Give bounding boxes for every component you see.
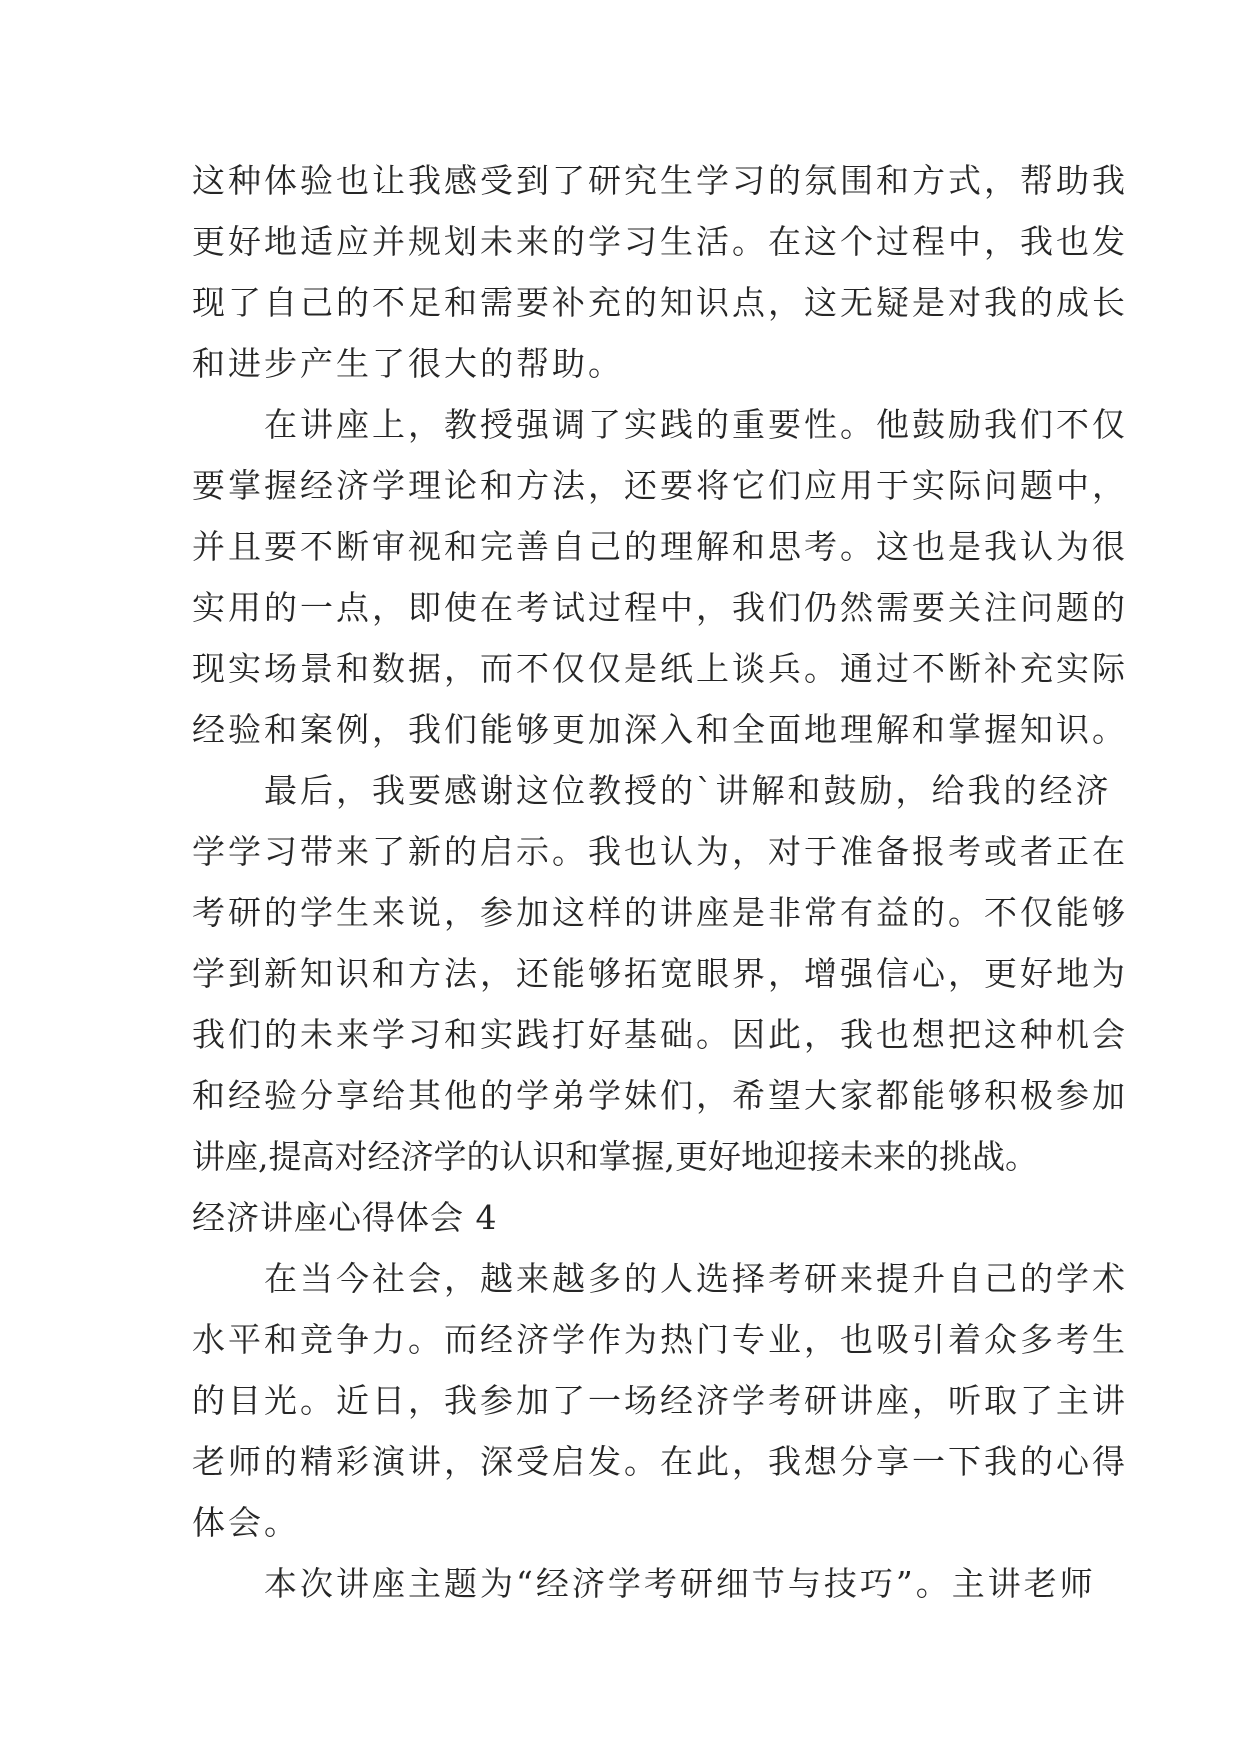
text-line: 更好地适应并规划未来的学习生活。在这个过程中，我也发 (192, 222, 1128, 261)
text-line: 这种体验也让我感受到了研究生学习的氛围和方式，帮助我 (192, 161, 1128, 200)
section-heading: 经济讲座心得体会 4 (192, 1198, 498, 1237)
text-line: 要掌握经济学理论和方法，还要将它们应用于实际问题中， (192, 466, 1128, 505)
text-line: 讲座,提高对经济学的认识和掌握,更好地迎接未来的挑战。 (192, 1137, 1038, 1176)
text-line: 考研的学生来说，参加这样的讲座是非常有益的。不仅能够 (192, 893, 1128, 932)
text-line: 体会。 (192, 1503, 300, 1542)
text-line: 现了自己的不足和需要补充的知识点，这无疑是对我的成长 (192, 283, 1128, 322)
text-line: 学学习带来了新的启示。我也认为，对于准备报考或者正在 (192, 832, 1128, 871)
text-line: 和经验分享给其他的学弟学妹们，希望大家都能够积极参加 (192, 1076, 1128, 1115)
text-line: 的目光。近日，我参加了一场经济学考研讲座，听取了主讲 (192, 1381, 1128, 1420)
text-line: 老师的精彩演讲，深受启发。在此，我想分享一下我的心得 (192, 1442, 1128, 1481)
text-line: 学到新知识和方法，还能够拓宽眼界，增强信心，更好地为 (192, 954, 1128, 993)
paragraph-start-line: 最后，我要感谢这位教授的`讲解和鼓励，给我的经济 (192, 771, 1112, 810)
document-body (192, 150, 1128, 1614)
text-line: 我们的未来学习和实践打好基础。因此，我也想把这种机会 (192, 1015, 1128, 1054)
text-line: 现实场景和数据，而不仅仅是纸上谈兵。通过不断补充实际 (192, 649, 1128, 688)
text-line: 经验和案例，我们能够更加深入和全面地理解和掌握知识。 (192, 710, 1128, 749)
text-line: 水平和竞争力。而经济学作为热门专业，也吸引着众多考生 (192, 1320, 1128, 1359)
paragraph-start-line: 在当今社会，越来越多的人选择考研来提升自己的学术 (192, 1259, 1128, 1298)
text-line: 和进步产生了很大的帮助。 (192, 344, 624, 383)
text-line: 实用的一点，即使在考试过程中，我们仍然需要关注问题的 (192, 588, 1128, 627)
text-line: 并且要不断审视和完善自己的理解和思考。这也是我认为很 (192, 527, 1128, 566)
paragraph-start-line: 本次讲座主题为“经济学考研细节与技巧”。主讲老师 (192, 1564, 1096, 1603)
paragraph-start-line: 在讲座上，教授强调了实践的重要性。他鼓励我们不仅 (192, 405, 1128, 444)
